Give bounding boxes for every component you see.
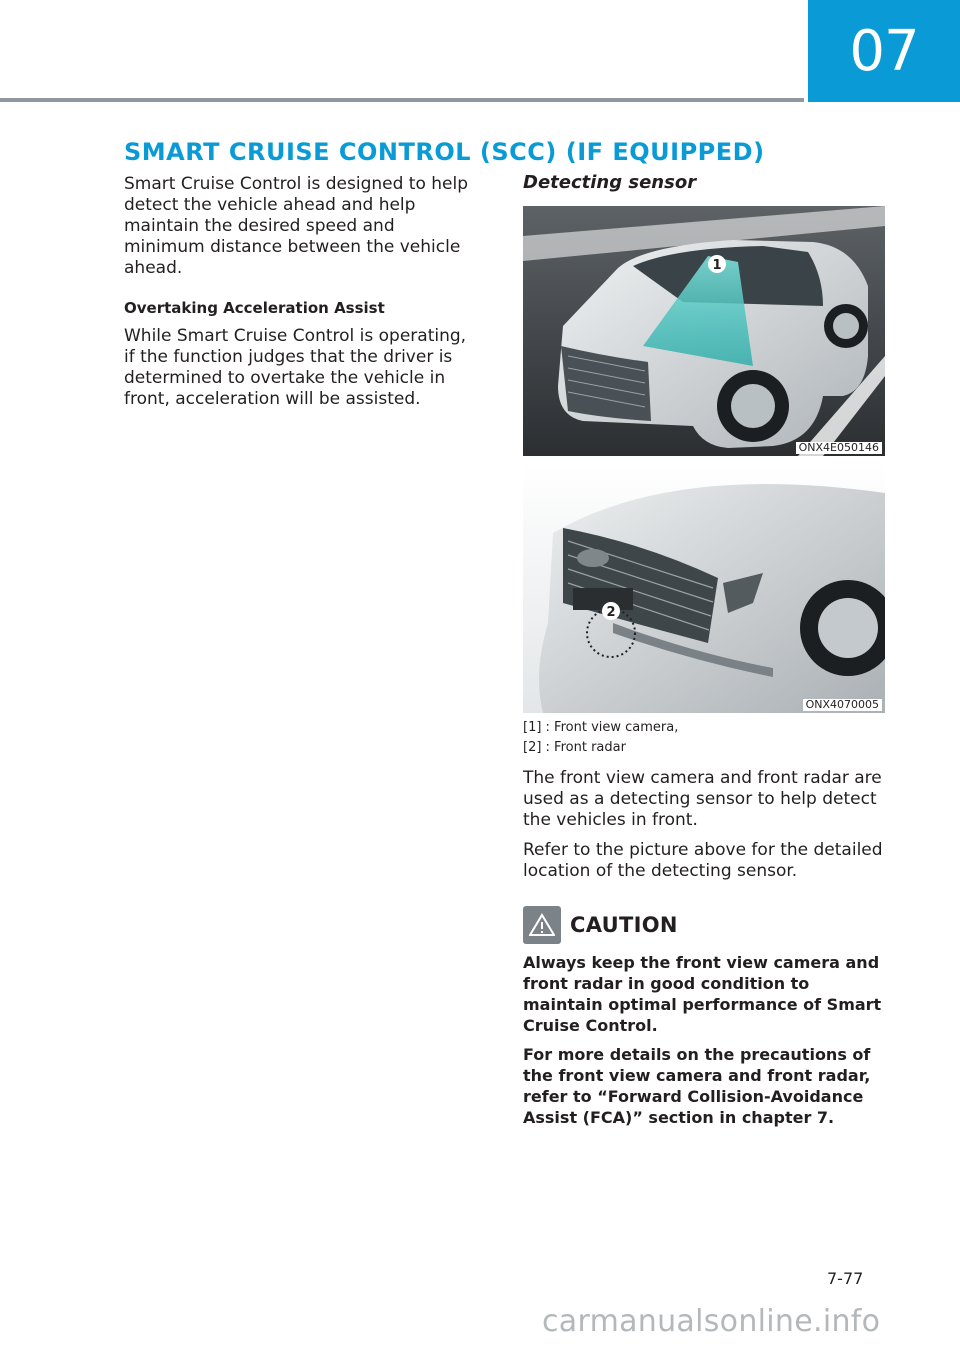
figure-legend: [523, 718, 885, 758]
caution-heading: [523, 906, 885, 944]
legend-item: [2] : Front radar: [523, 740, 626, 755]
callout-marker-1-label: 1: [712, 258, 722, 273]
legend-item: [1] : Front view camera,: [523, 720, 679, 735]
vehicle-camera-illustration: [523, 206, 885, 456]
front-view-camera-figure: [523, 206, 885, 456]
watermark: carmanualsonline.info: [542, 1304, 881, 1339]
vehicle-radar-illustration: [523, 463, 885, 713]
page-number: 7-77: [827, 1269, 864, 1288]
caution-paragraph: Always keep the front view camera and front radar in good condition to maintain optimal performance of Smart Cruise Control.: [523, 953, 882, 1035]
right-column: [523, 172, 885, 1128]
caution-title: CAUTION: [570, 913, 678, 937]
sensor-paragraph: The front view camera and front radar are used as a detecting sensor to help detect the vehicles in front.: [523, 768, 882, 830]
figure-code: ONX4E050146: [796, 442, 882, 454]
front-radar-figure: [523, 463, 885, 713]
intro-paragraph: Smart Cruise Control is designed to help detect the vehicle ahead and help maintain the desired speed and minimum distance between the vehicle ahead.: [124, 174, 469, 278]
caution-paragraph: For more details on the precautions of the front view camera and front radar, refer to “Forward Collision-Avoidance Assist (FCA)” section in chapter 7.: [523, 1045, 871, 1127]
sensor-paragraph: Refer to the picture above for the detailed location of the detecting sensor.: [523, 840, 883, 881]
warning-triangle-icon: [523, 906, 561, 944]
detecting-sensor-heading: Detecting sensor: [523, 172, 697, 193]
section-title: SMART CRUISE CONTROL (SCC) (IF EQUIPPED): [124, 138, 765, 166]
left-column: [124, 174, 480, 410]
overtaking-paragraph: While Smart Cruise Control is operating, if the function judges that the driver is determined to overtake the vehicle in front, acceleration will be assisted.: [124, 326, 467, 409]
overtaking-heading: Overtaking Acceleration Assist: [124, 299, 385, 317]
callout-marker-2-label: 2: [606, 605, 616, 620]
header-rule: [0, 98, 804, 102]
figure-code: ONX4070005: [803, 699, 882, 711]
chapter-tab: [808, 0, 960, 102]
chapter-number: 07: [849, 18, 919, 84]
